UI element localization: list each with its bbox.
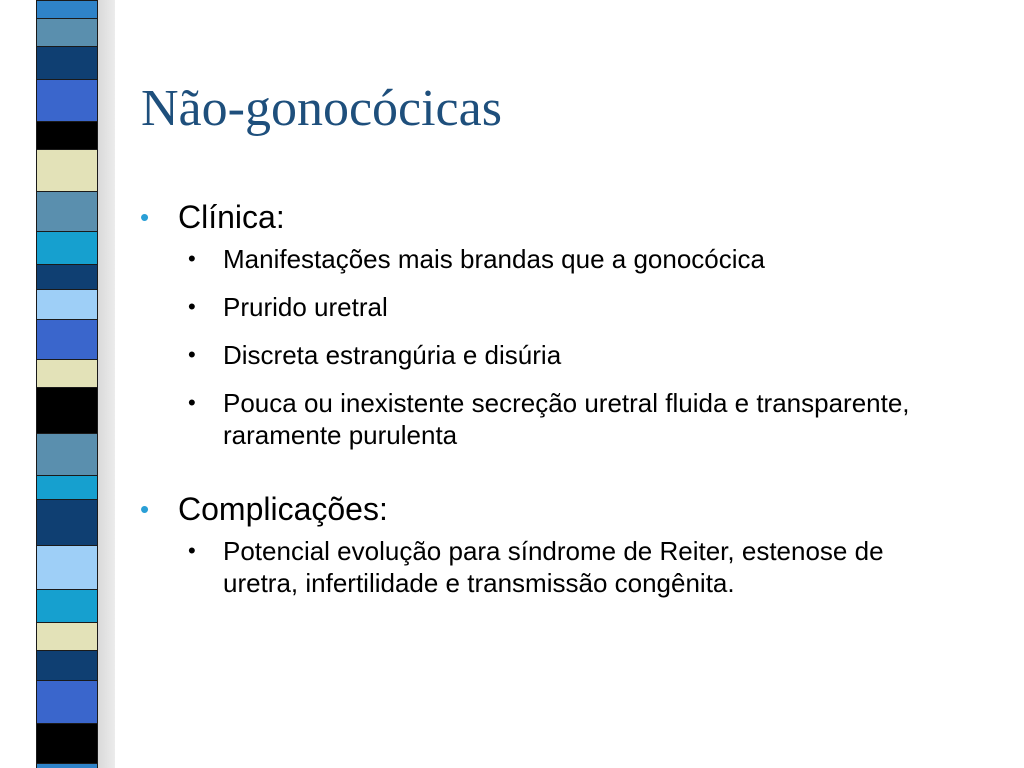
stripe-band [37, 499, 97, 545]
section-clinica [140, 197, 990, 451]
bullet-icon: • [140, 494, 150, 524]
list-item [186, 291, 943, 323]
stripe-band [37, 191, 97, 231]
stripe-band [37, 18, 97, 46]
stripe-band [37, 149, 97, 191]
stripe-band [37, 650, 97, 680]
section-heading: Complicações: [178, 491, 388, 527]
stripe-band [37, 763, 97, 768]
stripe-band [37, 231, 97, 264]
list-item-text: Manifestações mais brandas que a gonocócica [223, 244, 765, 274]
bullet-icon: • [188, 246, 196, 271]
bullet-icon: • [188, 538, 196, 563]
bullet-heading [140, 489, 990, 529]
stripe-band [37, 359, 97, 387]
list-item-text: Potencial evolução para síndrome de Reiter, estenose de uretra, infertilidade e transmissão congênita. [223, 536, 884, 598]
stripe-band [37, 289, 97, 319]
slide-content [140, 197, 990, 637]
bullet-icon: • [188, 342, 196, 367]
bullet-icon: • [188, 390, 196, 415]
list-item [186, 243, 943, 275]
stripe-band [37, 387, 97, 433]
stripe-band [37, 622, 97, 650]
bullet-icon: • [140, 202, 150, 232]
stripe-band [37, 319, 97, 359]
stripe-band [37, 0, 97, 18]
bullet-icon: • [188, 294, 196, 319]
list-item [186, 339, 943, 371]
list-item-text: Pouca ou inexistente secreção uretral fluida e transparente, raramente purulenta [223, 388, 910, 450]
sub-bullet-list [140, 243, 990, 451]
stripe-band [37, 589, 97, 622]
section-heading: Clínica: [178, 199, 285, 235]
stripe-band [37, 475, 97, 499]
stripe-band [37, 264, 97, 289]
list-item [186, 535, 943, 599]
stripe-band [37, 433, 97, 475]
bullet-heading [140, 197, 990, 237]
decorative-stripe-column [36, 0, 98, 768]
stripe-band [37, 680, 97, 723]
list-item [186, 387, 943, 451]
stripe-band [37, 46, 97, 79]
stripe-band [37, 79, 97, 121]
sub-bullet-list [140, 535, 990, 599]
section-complicacoes [140, 489, 990, 599]
stripe-band [37, 121, 97, 149]
list-item-text: Prurido uretral [223, 292, 388, 322]
stripe-band [37, 723, 97, 763]
slide-title: Não-gonocócicas [141, 80, 502, 137]
stripe-band [37, 545, 97, 589]
list-item-text: Discreta estrangúria e disúria [223, 340, 562, 370]
